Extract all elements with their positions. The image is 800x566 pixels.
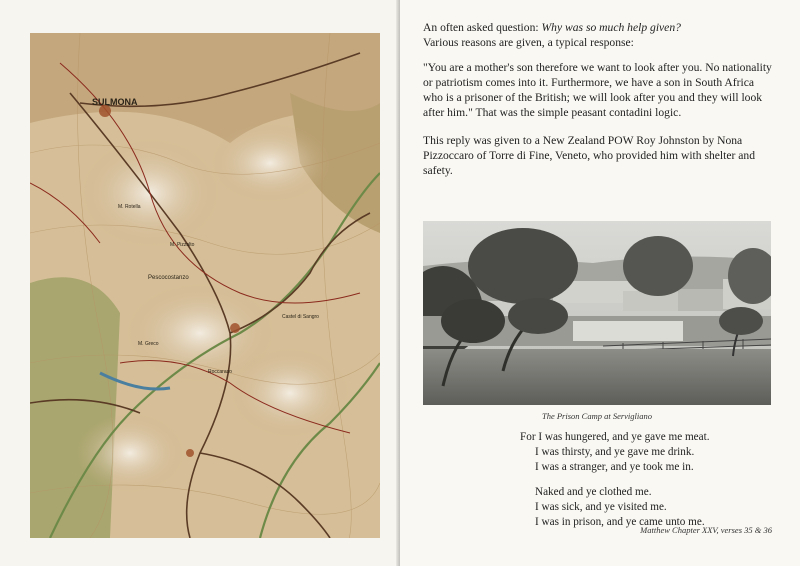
prison-camp-photo: [423, 221, 771, 405]
topographic-map: [30, 33, 380, 538]
map-label-m-rotella: M. Rotella: [118, 204, 141, 210]
question-italic: Why was so much help given?: [541, 21, 681, 34]
intro-paragraph: Various reasons are given, a typical response:: [423, 36, 634, 49]
verse-line: Naked and ye clothed me.: [535, 486, 652, 498]
map-label-sulmona: SULMONA: [92, 97, 138, 107]
map-illustration: [30, 33, 380, 538]
question-line: [423, 20, 775, 35]
reply-paragraph: This reply was given to a New Zealand POW Roy Johnston by Nona Pizzoccaro of Torre di Fine, Veneto, who provided him with shelter and safety.: [423, 134, 755, 177]
verse-line: I was a stranger, and ye took me in.: [535, 461, 694, 473]
verse-line: I was sick, and ye visited me.: [535, 501, 667, 513]
question-lead: An often asked question:: [423, 21, 542, 34]
verse-line: I was thirsty, and ye gave me drink.: [535, 446, 695, 458]
map-label-pescocostanzo: Pescocostanzo: [148, 275, 189, 281]
map-label-roccaraso: Roccaraso: [208, 369, 232, 375]
verse-line: For I was hungered, and ye gave me meat.: [520, 431, 710, 443]
photo-caption: The Prison Camp at Servigliano: [541, 411, 653, 421]
verse-line: I was in prison, and ye came unto me.: [535, 516, 705, 528]
scripture-verse: [520, 430, 780, 530]
quote-paragraph: "You are a mother's son therefore we want to look after you. No nationality or patriotism comes into it. Furthermore, we have a son in South Africa who is a prisoner of the British; we will look after you and they will look after him." That was the simple peasant contadini logic.: [423, 61, 772, 119]
photo-illustration: [423, 221, 771, 405]
map-label-m-greco: M. Greco: [138, 341, 159, 347]
body-text: [423, 20, 775, 178]
verse-reference: Matthew Chapter XXV, verses 35 & 36: [640, 525, 772, 535]
map-label-m-pizzalto: M. Pizzalto: [170, 242, 195, 248]
map-label-castel: Castel di Sangro: [282, 314, 319, 320]
